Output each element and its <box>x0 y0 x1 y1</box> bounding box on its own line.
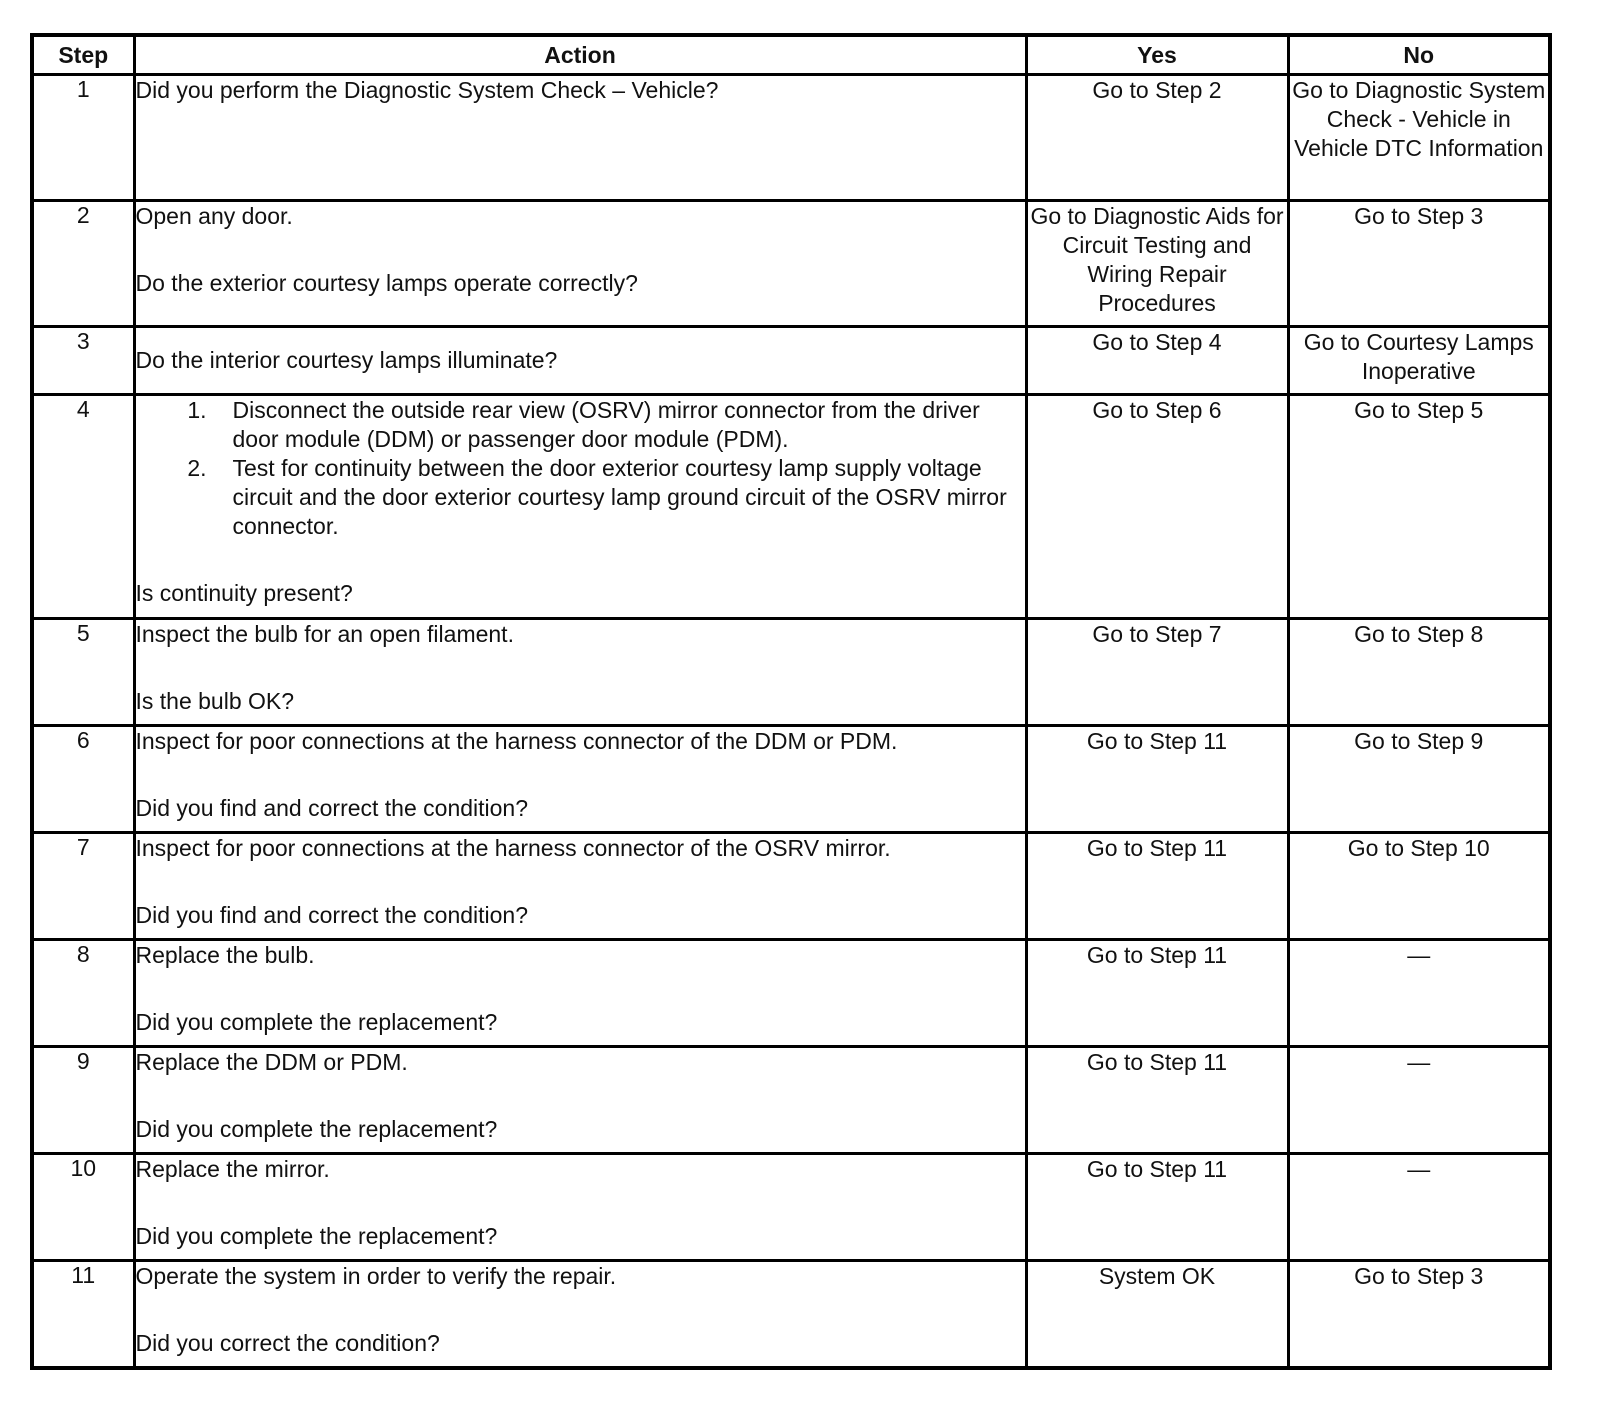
yes-cell: Go to Step 7 <box>1026 619 1288 726</box>
action-cell <box>134 940 1026 1047</box>
step-number: 2 <box>32 201 134 327</box>
action-cell <box>134 1154 1026 1261</box>
step-number: 8 <box>32 940 134 1047</box>
action-question: Did you find and correct the condition? <box>135 795 529 821</box>
table-row <box>32 201 1550 327</box>
step-number: 9 <box>32 1047 134 1154</box>
yes-cell: Go to Step 4 <box>1026 327 1288 395</box>
step-number: 7 <box>32 833 134 940</box>
table-row <box>32 1154 1550 1261</box>
no-cell: — <box>1288 940 1550 1047</box>
step-number: 4 <box>32 395 134 619</box>
action-question: Did you find and correct the condition? <box>135 902 529 928</box>
table-row <box>32 75 1550 201</box>
substep-text: Test for continuity between the door exterior courtesy lamp supply voltage circuit and the door exterior courtesy lamp ground circuit of the OSRV mirror connector. <box>232 455 1007 539</box>
no-cell: Go to Step 3 <box>1288 1261 1550 1368</box>
action-text: Replace the mirror. <box>135 1156 330 1182</box>
no-cell: Go to Step 5 <box>1288 395 1550 619</box>
table-row <box>32 833 1550 940</box>
no-cell: Go to Step 8 <box>1288 619 1550 726</box>
action-cell <box>134 1261 1026 1368</box>
step-number: 10 <box>32 1154 134 1261</box>
action-cell <box>134 726 1026 833</box>
table-row <box>32 395 1550 619</box>
yes-cell: Go to Diagnostic Aids for Circuit Testing and Wiring Repair Procedures <box>1026 201 1288 327</box>
yes-cell: Go to Step 11 <box>1026 940 1288 1047</box>
action-text: Did you perform the Diagnostic System Check – Vehicle? <box>135 77 719 103</box>
action-text: Inspect the bulb for an open filament. <box>135 621 514 647</box>
action-cell <box>134 75 1026 201</box>
no-cell: Go to Step 9 <box>1288 726 1550 833</box>
procedure-list <box>136 396 1025 541</box>
action-question: Did you correct the condition? <box>135 1330 440 1356</box>
action-question: Did you complete the replacement? <box>135 1223 498 1249</box>
header-yes: Yes <box>1026 35 1288 75</box>
action-text: Replace the bulb. <box>135 942 315 968</box>
step-number: 6 <box>32 726 134 833</box>
yes-cell: Go to Step 11 <box>1026 833 1288 940</box>
yes-cell: Go to Step 11 <box>1026 1154 1288 1261</box>
yes-cell: Go to Step 6 <box>1026 395 1288 619</box>
header-action: Action <box>134 35 1026 75</box>
no-cell: Go to Courtesy Lamps Inoperative <box>1288 327 1550 395</box>
table-row <box>32 327 1550 395</box>
action-question: Did you complete the replacement? <box>135 1009 498 1035</box>
table-row <box>32 619 1550 726</box>
no-cell: — <box>1288 1047 1550 1154</box>
step-number: 11 <box>32 1261 134 1368</box>
action-question: Did you complete the replacement? <box>135 1116 498 1142</box>
diagnostic-table <box>30 33 1552 1370</box>
step-number: 5 <box>32 619 134 726</box>
action-cell <box>134 327 1026 395</box>
step-number: 1 <box>32 75 134 201</box>
procedure-substep <box>136 454 1025 541</box>
action-cell <box>134 201 1026 327</box>
action-text: Replace the DDM or PDM. <box>135 1049 408 1075</box>
action-cell <box>134 833 1026 940</box>
table-header-row <box>32 35 1550 75</box>
action-question: Is the bulb OK? <box>135 688 295 714</box>
table-row <box>32 726 1550 833</box>
action-text: Inspect for poor connections at the harness connector of the OSRV mirror. <box>135 835 891 861</box>
action-cell <box>134 395 1026 619</box>
substep-number: 2. <box>187 455 207 481</box>
diagnostic-document <box>30 33 1548 1370</box>
action-question: Do the exterior courtesy lamps operate correctly? <box>135 270 638 296</box>
action-text: Open any door. <box>135 203 293 229</box>
action-cell <box>134 619 1026 726</box>
action-question: Is continuity present? <box>135 580 353 606</box>
yes-cell: Go to Step 2 <box>1026 75 1288 201</box>
action-cell <box>134 1047 1026 1154</box>
no-cell: — <box>1288 1154 1550 1261</box>
yes-cell: Go to Step 11 <box>1026 726 1288 833</box>
step-number: 3 <box>32 327 134 395</box>
no-cell: Go to Step 3 <box>1288 201 1550 327</box>
action-text: Inspect for poor connections at the harness connector of the DDM or PDM. <box>135 728 898 754</box>
substep-text: Disconnect the outside rear view (OSRV) mirror connector from the driver door module (DDM) or passenger door module (PDM). <box>232 397 980 452</box>
yes-cell: System OK <box>1026 1261 1288 1368</box>
yes-cell: Go to Step 11 <box>1026 1047 1288 1154</box>
action-text: Operate the system in order to verify the repair. <box>135 1263 617 1289</box>
header-no: No <box>1288 35 1550 75</box>
action-text: Do the interior courtesy lamps illuminate? <box>135 347 558 373</box>
substep-number: 1. <box>187 397 207 423</box>
header-step: Step <box>32 35 134 75</box>
table-row <box>32 1047 1550 1154</box>
procedure-substep <box>136 396 1025 454</box>
no-cell: Go to Step 10 <box>1288 833 1550 940</box>
table-row <box>32 940 1550 1047</box>
no-cell: Go to Diagnostic System Check - Vehicle in Vehicle DTC Information <box>1288 75 1550 201</box>
table-row <box>32 1261 1550 1368</box>
